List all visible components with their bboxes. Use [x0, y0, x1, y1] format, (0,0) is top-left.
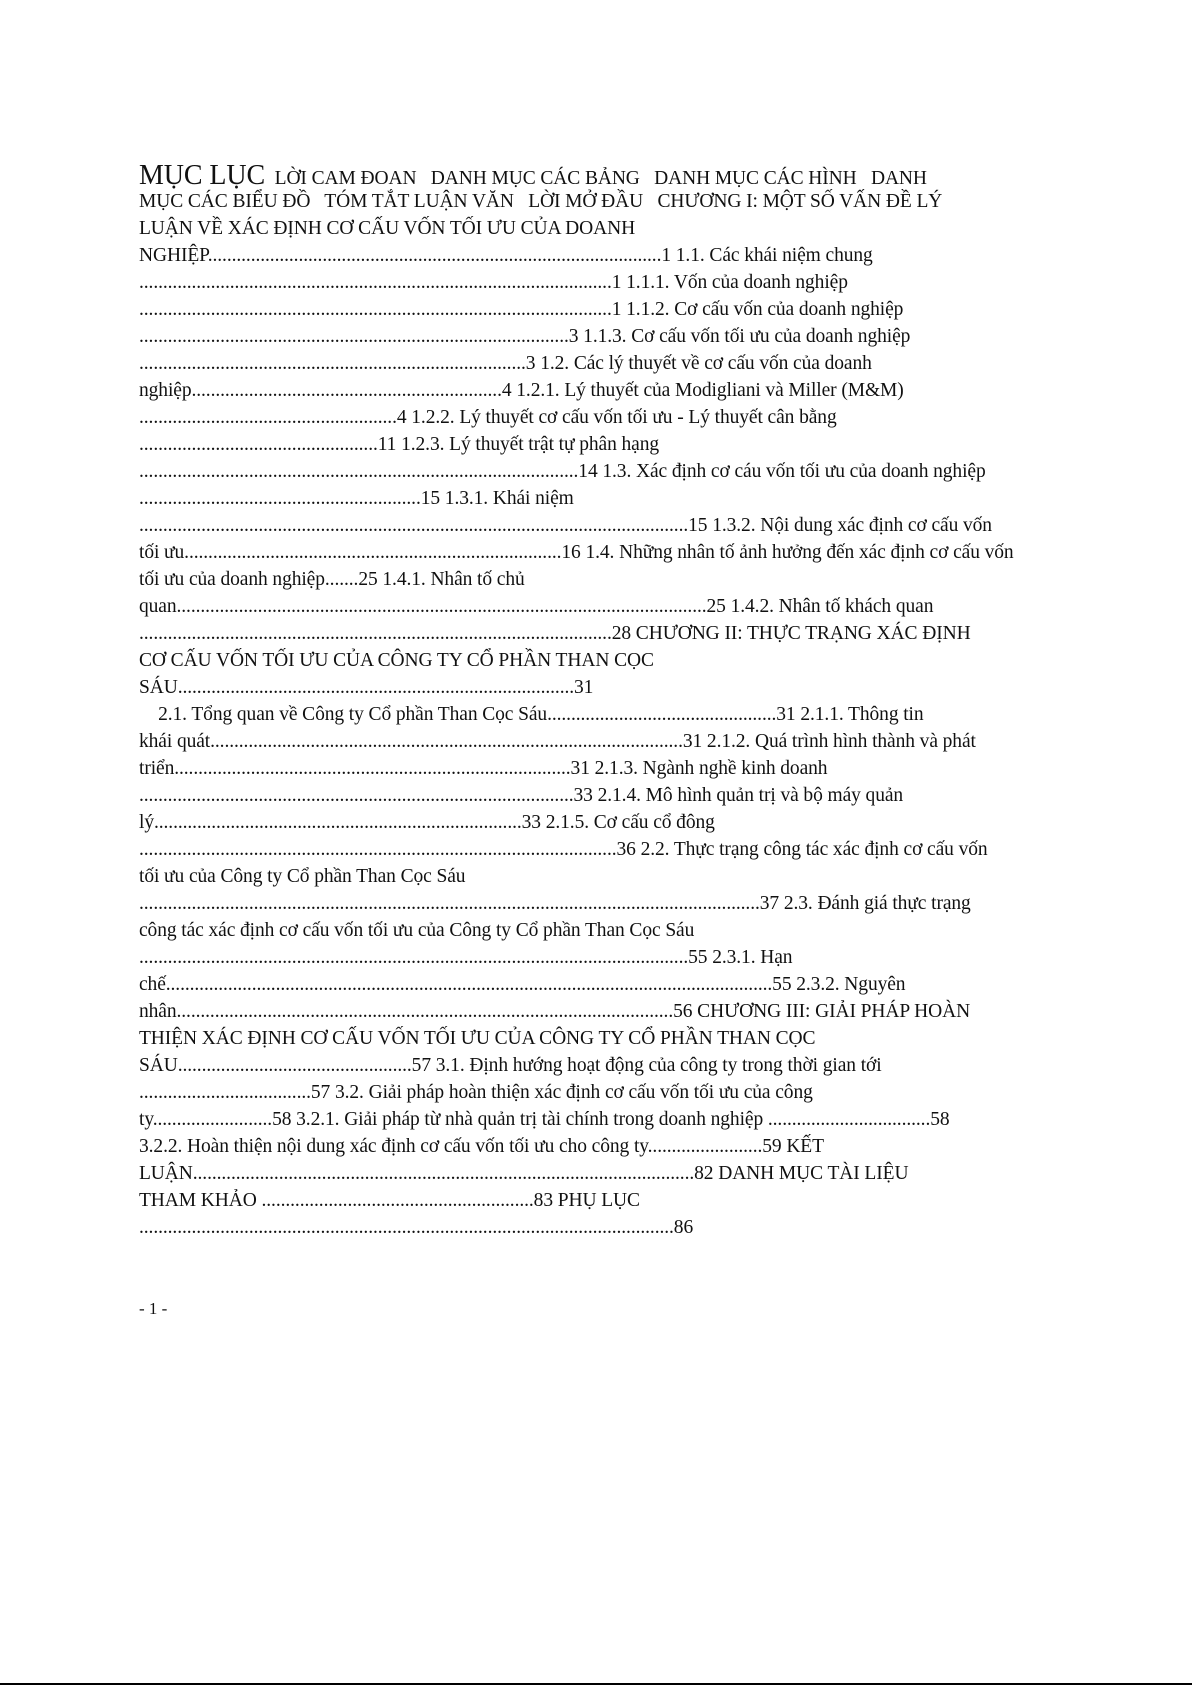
toc-line-27: tối ưu của Công ty Cổ phần Than Cọc Sáu [139, 866, 466, 887]
toc-line-39: THAM KHẢO .........................................................83 PHỤ LỤC [139, 1190, 640, 1211]
toc-line-28: ..................................................................................................................................37 2.3. Đánh giá thực trạng [139, 893, 971, 914]
toc-line-11: ..................................................11 1.2.3. Lý thuyết trật tự phân hạng [139, 434, 660, 455]
toc-line-16: tối ưu của doanh nghiệp.......25 1.4.1. Nhân tố chủ [139, 569, 525, 590]
toc-title: MỤC LỤC [139, 160, 266, 191]
toc-line-1 [139, 160, 927, 191]
toc-line-18: ...................................................................................................28 CHƯƠNG II: THỰC TRẠNG XÁC ĐỊNH [139, 623, 971, 644]
toc-line-13: ...........................................................15 1.3.1. Khái niệm [139, 488, 574, 509]
toc-line-37: 3.2.2. Hoàn thiện nội dung xác định cơ cấu vốn tối ưu cho công ty........................59 KẾT [139, 1136, 824, 1157]
toc-line-40: ................................................................................................................86 [139, 1217, 694, 1238]
toc-line-5: ...................................................................................................1 1.1.1. Vốn của doanh nghiệp [139, 272, 848, 293]
toc-line-10: ......................................................4 1.2.2. Lý thuyết cơ cấu vốn tối ưu - Lý thuyết cân bằng [139, 407, 837, 428]
toc-line-32: nhân........................................................................................................56 CHƯƠNG III: GIẢI PHÁP HOÀN [139, 1001, 971, 1022]
toc-line-20: SÁU...................................................................................31 [139, 677, 594, 698]
toc-line-29: công tác xác định cơ cấu vốn tối ưu của Công ty Cổ phần Than Cọc Sáu [139, 920, 695, 941]
toc-line-38: LUẬN.........................................................................................................82 DANH MỤC TÀI LIỆU [139, 1163, 909, 1184]
toc-line-33: THIỆN XÁC ĐỊNH CƠ CẤU VỐN TỐI ƯU CỦA CÔNG TY CỔ PHẦN THAN CỌC [139, 1028, 816, 1049]
toc-line-2: MỤC CÁC BIỂU ĐỒ TÓM TẮT LUẬN VĂN LỜI MỞ ĐẦU CHƯƠNG I: MỘT SỐ VẤN ĐỀ LÝ [139, 191, 943, 212]
toc-line-7: ..........................................................................................3 1.1.3. Cơ cấu vốn tối ưu của doanh nghiệp [139, 326, 911, 347]
toc-line-12: ............................................................................................14 1.3. Xác định cơ cáu vốn tối ưu của doanh nghiệp [139, 461, 986, 482]
toc-line-8: .................................................................................3 1.2. Các lý thuyết về cơ cấu vốn của doanh [139, 353, 872, 374]
toc-line-25: lý.............................................................................33 2.1.5. Cơ cấu cổ đông [139, 812, 715, 833]
toc-line-text: LỜI CAM ĐOAN DANH MỤC CÁC BẢNG DANH MỤC CÁC HÌNH DANH [265, 168, 927, 189]
toc-line-15: tối ưu...............................................................................16 1.4. Những nhân tố ảnh hưởng đến xác định cơ cấu vốn [139, 542, 1014, 563]
toc-line-14: ...................................................................................................................15 1.3.2. Nội dung xác định cơ cấu vốn [139, 515, 992, 536]
toc-line-31: chế...............................................................................................................................55 2.3.2. Nguyên [139, 974, 906, 995]
toc-line-21: 2.1. Tổng quan về Công ty Cổ phần Than Cọc Sáu................................................31 2.1.1. Thông tin [139, 704, 924, 725]
toc-line-9: nghiệp.................................................................4 1.2.1. Lý thuyết của Modigliani và Miller (M&M) [139, 380, 904, 401]
toc-line-6: ...................................................................................................1 1.1.2. Cơ cấu vốn của doanh nghiệp [139, 299, 904, 320]
toc-line-4: NGHIỆP...............................................................................................1 1.1. Các khái niệm chung [139, 245, 873, 266]
toc-line-3: LUẬN VỀ XÁC ĐỊNH CƠ CẤU VỐN TỐI ƯU CỦA DOANH [139, 218, 636, 239]
toc-line-22: khái quát...................................................................................................31 2.1.2. Quá trình hình thành và phát [139, 731, 976, 752]
toc-line-35: ....................................57 3.2. Giải pháp hoàn thiện xác định cơ cấu vốn tối ưu của công [139, 1082, 813, 1103]
toc-line-26: ....................................................................................................36 2.2. Thực trạng công tác xác định cơ cấu vốn [139, 839, 988, 860]
toc-line-36: ty.........................58 3.2.1. Giải pháp từ nhà quản trị tài chính trong doanh nghiệp ..................................58 [139, 1109, 950, 1130]
toc-line-17: quan...............................................................................................................25 1.4.2. Nhân tố khách quan [139, 596, 934, 617]
toc-line-23: triển...................................................................................31 2.1.3. Ngành nghề kinh doanh [139, 758, 828, 779]
toc-line-30: ...................................................................................................................55 2.3.1. Hạn [139, 947, 793, 968]
toc-line-34: SÁU.................................................57 3.1. Định hướng hoạt động của công ty trong thời gian tới [139, 1055, 882, 1076]
toc-line-24: ...........................................................................................33 2.1.4. Mô hình quản trị và bộ máy quản [139, 785, 904, 806]
toc-line-19: CƠ CẤU VỐN TỐI ƯU CỦA CÔNG TY CỔ PHẦN THAN CỌC [139, 650, 654, 671]
page-number: - 1 - [139, 1299, 168, 1318]
